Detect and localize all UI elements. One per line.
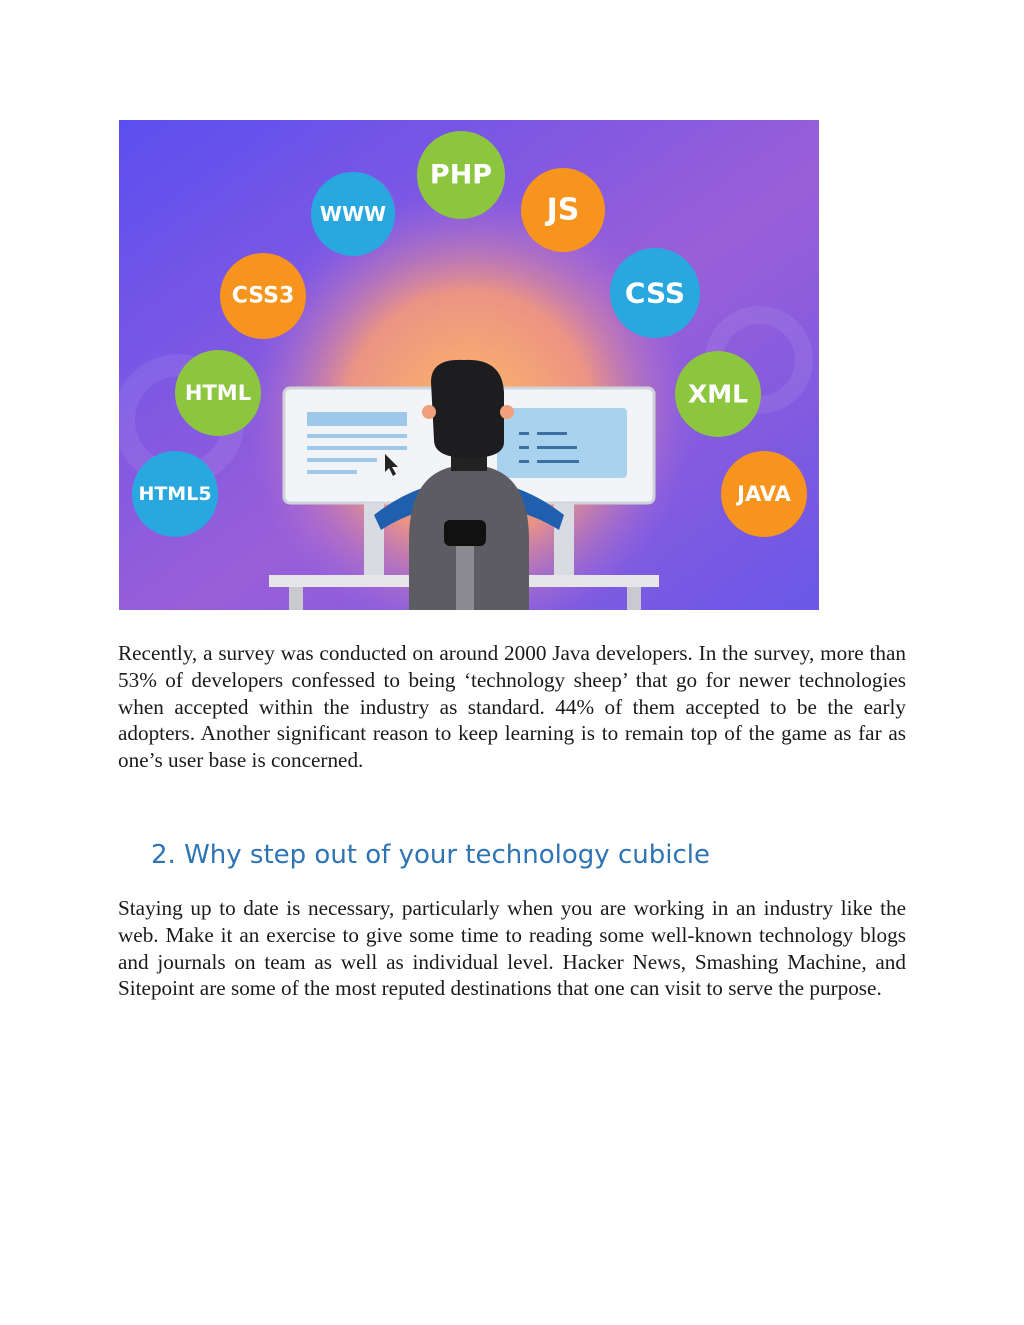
chair-post <box>456 546 474 610</box>
monitor-right-line <box>537 446 577 449</box>
monitor-left-line <box>307 470 357 474</box>
monitor-left-header <box>307 412 407 426</box>
badge-php <box>417 131 505 219</box>
svg-text:JS: JS <box>546 192 580 228</box>
svg-text:JAVA: JAVA <box>737 482 791 506</box>
developer-illustration <box>119 120 819 610</box>
badge-css3 <box>220 253 306 339</box>
section-heading: 2. Why step out of your technology cubicle <box>151 840 710 870</box>
monitor-right-line <box>519 432 529 435</box>
person-ear <box>422 405 436 419</box>
svg-text:WWW: WWW <box>319 202 387 226</box>
svg-text:CSS: CSS <box>624 276 686 310</box>
monitor-right-line <box>537 460 579 463</box>
illustration-svg <box>119 120 819 610</box>
badge-www <box>311 172 395 256</box>
monitor-left-line <box>307 446 407 450</box>
badge-html <box>175 350 261 436</box>
badge-xml <box>675 351 761 437</box>
badge-java <box>721 451 807 537</box>
monitor-right-line <box>519 460 529 463</box>
svg-text:CSS3: CSS3 <box>231 283 295 309</box>
desk-leg <box>289 587 303 610</box>
svg-text:HTML5: HTML5 <box>138 483 212 505</box>
chair-back <box>444 520 486 546</box>
desk-leg <box>627 587 641 610</box>
svg-text:PHP: PHP <box>429 159 493 191</box>
svg-text:XML: XML <box>687 379 749 409</box>
monitor-right-panel <box>497 408 627 478</box>
person-ear <box>500 405 514 419</box>
monitor-right-line <box>537 432 567 435</box>
monitor-left-line <box>307 434 407 438</box>
badge-js <box>521 168 605 252</box>
badge-html5 <box>132 451 218 537</box>
stay-updated-paragraph: Staying up to date is necessary, particularly when you are working in an industry like the web. Make it an exercise to give some time to reading some well-known technology blogs and journals on team as well as individual level. Hacker News, Smashing Machine, and Sitepoint are some of the most reputed destinations that one can visit to serve the purpose. <box>118 896 906 1001</box>
monitor-right-line <box>519 446 529 449</box>
svg-text:HTML: HTML <box>184 381 252 405</box>
survey-paragraph: Recently, a survey was conducted on around 2000 Java developers. In the survey, more than 53% of developers confessed to being ‘technology sheep’ that go for newer technologies when accepted within the industry as standard. 44% of them accepted to be the early adopters. Another significant reason to keep learning is to remain top of the game as far as one’s user base is concerned. <box>118 641 906 773</box>
monitor-left-line <box>307 458 377 462</box>
badge-css <box>610 248 700 338</box>
person-head <box>431 360 504 458</box>
